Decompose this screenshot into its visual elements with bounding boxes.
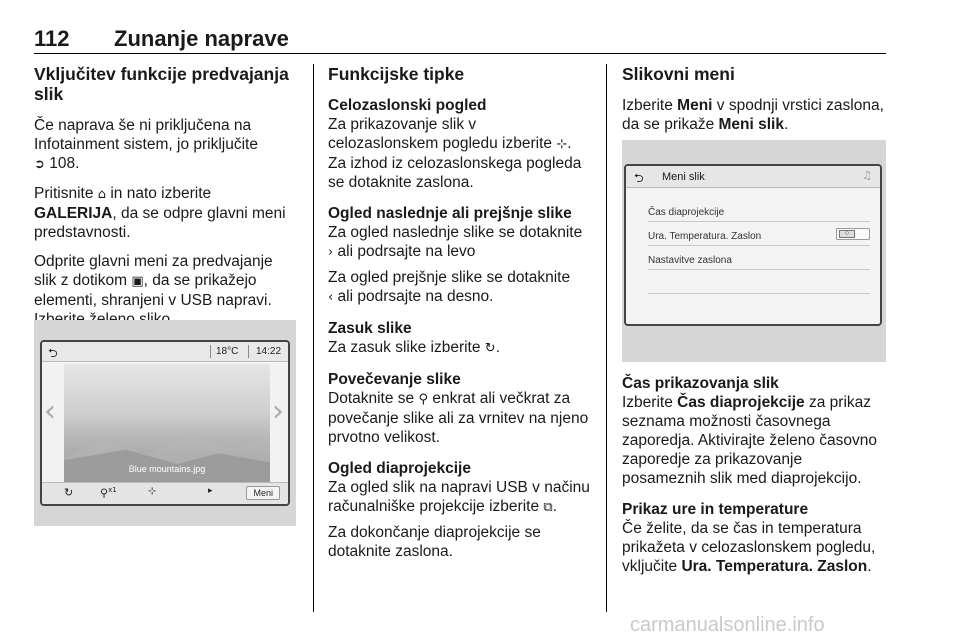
block-next-previous: Ogled naslednje ali prejšnje slike Za ogled naslednje slike se dotaknite › ali podrsajte na levo Za ogled prejšnje slike se dotaknite ‹ ali podrsajte na desno.: [328, 205, 583, 305]
paragraph-connect-device: Če naprava še ni priključena na Infotainment sistem, jo priključite ➲ 108.: [34, 117, 258, 172]
photo-viewer-screenshot: [34, 320, 296, 526]
menu-title-bar: [626, 166, 880, 188]
column-1: [34, 64, 296, 339]
column-3-lower: [622, 372, 888, 588]
page-number: 112: [34, 26, 70, 51]
block-slideshow-time: Čas prikazovanja slik Izberite Čas diaprojekcije za prikaz seznama možnosti časovnega zaporedja. Aktivirajte želeno časovno zaporedje za prikazovanje posameznih slik med diaprojekcijo.: [622, 375, 878, 487]
picture-menu-screenshot: [622, 140, 886, 362]
slideshow-icon: ⧉: [543, 500, 553, 515]
rotate-icon: ↻: [484, 341, 496, 356]
block-fullscreen: Celozaslonski pogled Za prikazovanje slik v celozaslonskem pogledu izberite ⊹. Za izhod iz celozaslonskega pogleda se dotaknite zaslona.: [328, 97, 582, 191]
menu-item-display-settings[interactable]: Nastavitve zaslona: [648, 248, 870, 270]
block-zoom: Povečevanje slike Dotaknite se ⚲ enkrat ali večkrat za povečanje slike ali za vrnitev na njeno prvotno velikost.: [328, 371, 589, 446]
section-heading-function-keys: Funkcijske tipke: [328, 64, 465, 84]
chevron-right-icon: ›: [328, 245, 334, 260]
chevron-left-icon[interactable]: ‹: [44, 394, 56, 429]
column-2: [328, 64, 590, 573]
menu-item-empty: [648, 272, 870, 294]
menu-item-clock-temp-display[interactable]: Ura. Temperatura. Zaslon ○: [648, 224, 870, 246]
rotate-icon[interactable]: ↻: [64, 486, 74, 499]
watermark: carmanualsonline.info: [630, 614, 825, 636]
photo-image: [64, 364, 270, 482]
column-divider-2: [606, 64, 607, 612]
slideshow-play-icon[interactable]: ▸: [208, 486, 213, 496]
status-bar: [42, 342, 288, 362]
toggle-switch[interactable]: [836, 228, 870, 240]
block-clock-temperature: Prikaz ure in temperature Če želite, da se čas in temperatura prikažeta v celozaslonskem pogledu, vključite Ura. Temperatura. Zaslon.: [622, 501, 876, 575]
music-note-icon[interactable]: ♫: [862, 169, 872, 182]
temperature: 18°C: [216, 346, 239, 357]
divider: [210, 345, 211, 358]
divider: [248, 345, 249, 358]
clock: 14:22: [256, 346, 282, 357]
toggle-knob: ○: [839, 230, 855, 238]
back-icon[interactable]: ⮌: [48, 346, 58, 360]
menu-title: Meni slik: [662, 171, 705, 183]
chevron-left-icon: ‹: [328, 290, 334, 305]
zoom-icon: ⚲: [418, 392, 429, 407]
zoom-icon[interactable]: ⚲$^{x1}$: [100, 486, 117, 500]
block-slideshow: Ogled diaprojekcije Za ogled slik na napravi USB v načinu računalniške projekcije izberite ⧉. Za dokončanje diaprojekcije se dotaknite zaslona.: [328, 460, 590, 560]
paragraph-open-gallery: Pritisnite ⌂ in nato izberite GALERIJA, da se odpre glavni meni predstavnosti.: [34, 185, 286, 241]
chevron-right-icon[interactable]: ›: [272, 394, 284, 429]
photo-caption: Blue mountains.jpg: [128, 464, 206, 474]
fullscreen-icon[interactable]: ⊹: [148, 486, 157, 497]
paragraph-open-menu: Izberite Meni v spodnji vrstici zaslona, da se prikaže Meni slik.: [622, 97, 884, 133]
fullscreen-icon: ⊹: [556, 137, 568, 152]
home-icon: ⌂: [97, 187, 107, 202]
arrow-reference-icon: ➲: [34, 157, 45, 172]
column-divider-1: [313, 64, 314, 612]
menu-button[interactable]: Meni: [246, 486, 280, 500]
column-3: [622, 64, 888, 144]
picture-icon: ▣: [131, 274, 144, 289]
back-icon[interactable]: ⮌: [634, 171, 644, 185]
display-frame: [624, 164, 882, 326]
page-header: [34, 22, 886, 54]
function-bar: [42, 482, 288, 504]
block-rotate: Zasuk slike Za zasuk slike izberite ↻.: [328, 320, 501, 356]
display-frame: [40, 340, 290, 506]
paragraph-open-pictures: Odprite glavni meni za predvajanje slik z dotikom ▣, da se prikažejo elementi, shranjeni v USB napravi.: [34, 253, 273, 309]
section-heading-picture-menu: Slikovni meni: [622, 64, 735, 84]
section-heading-enable-photos: Vključitev funkcije predvajanja slik: [34, 64, 289, 104]
page-title: Zunanje naprave: [114, 26, 289, 51]
menu-item-slideshow-time[interactable]: Čas diaprojekcije: [648, 200, 870, 222]
